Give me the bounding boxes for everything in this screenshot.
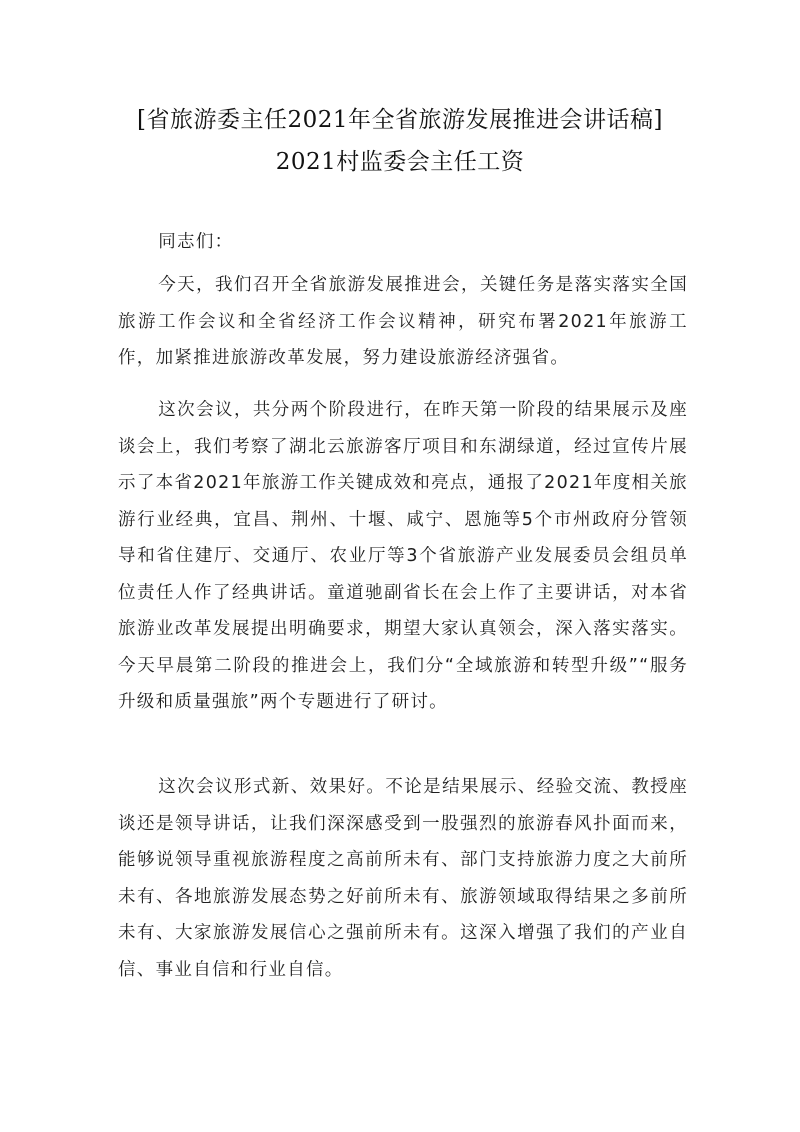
greeting: 同志们： (158, 232, 234, 252)
document-title-line-1: [省旅游委主任2021年全省旅游发展推进会讲话稿] (137, 107, 663, 133)
document-title-line-2: 2021村监委会主任工资 (275, 149, 525, 175)
paragraph-3: 这次会议形式新、效果好。不论是结果展示、经验交流、教授座谈还是领导讲话，让我们深深感受到一股强烈的旅游春风扑面而来，能够说领导重视旅游程度之高前所未有、部门支持旅游力度之大前所未有、各地旅游发展态势之好前所未有、旅游领域取得结果之多前所未有、大家旅游发展信心之强前所未有。这深入增强了我们的产业自信、事业自信和行业自信。 (118, 777, 688, 980)
paragraph-1: 今天，我们召开全省旅游发展推进会，关键任务是落实落实全国旅游工作会议和全省经济工作会议精神，研究布署2021年旅游工作，加紧推进旅游改革发展，努力建设旅游经济强省。 (118, 275, 688, 368)
paragraph-2: 这次会议，共分两个阶段进行，在昨天第一阶段的结果展示及座谈会上，我们考察了湖北云旅游客厅项目和东湖绿道，经过宣传片展示了本省2021年旅游工作关键成效和亮点，通报了2021年度相关旅游行业经典，宜昌、荆州、十堰、咸宁、恩施等5个市州政府分管领导和省住建厅、交通厅、农业厅等3个省旅游产业发展委员会组员单位责任人作了经典讲话。童道驰副省长在会上作了主要讲话，对本省旅游业改革发展提出明确要求，期望大家认真领会，深入落实落实。今天早晨第二阶段的推进会上，我们分“全域旅游和转型升级”“服务升级和质量强旅”两个专题进行了研讨。 (118, 400, 688, 712)
